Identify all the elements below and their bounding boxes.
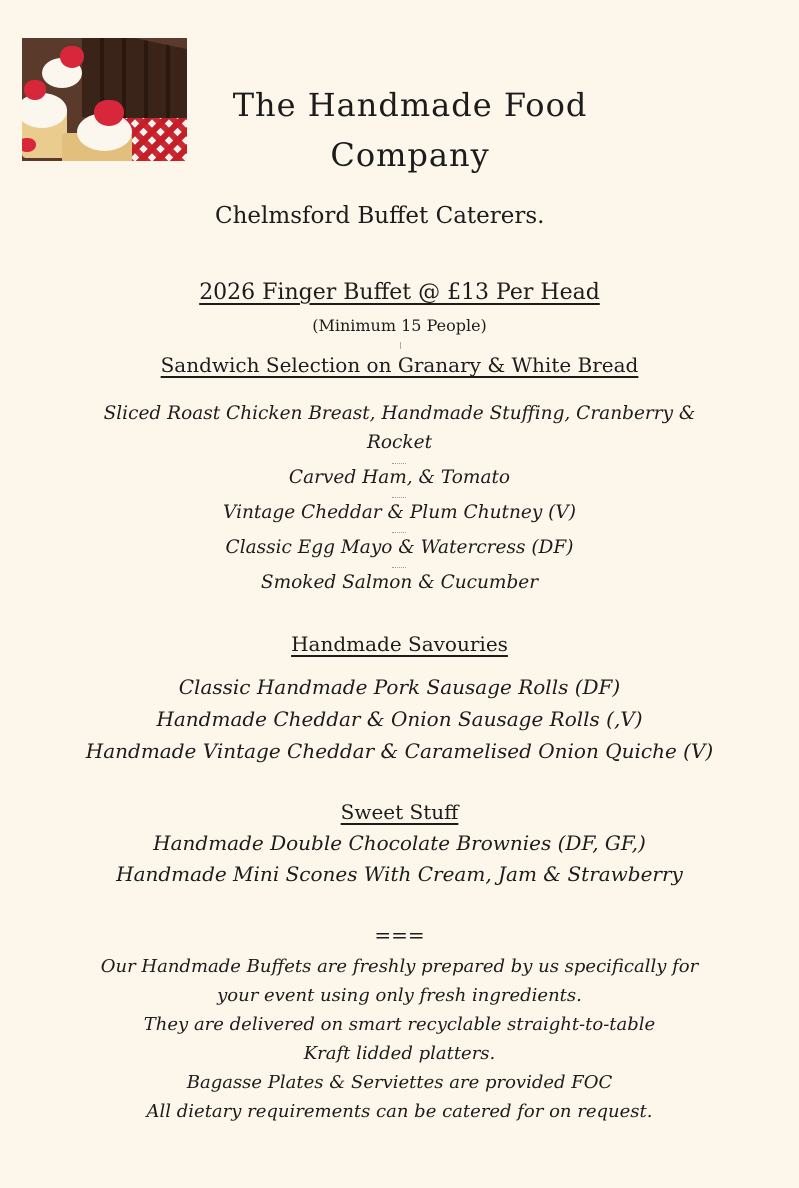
section-divider: === (374, 923, 425, 947)
sandwich-item: Sliced Roast Chicken Breast, Handmade Stuffing, Cranberry & (103, 403, 696, 424)
sandwich-item: Rocket (366, 432, 433, 453)
dotted-divider (392, 463, 406, 464)
sandwich-item: Smoked Salmon & Cucumber (260, 572, 539, 593)
company-name-line1: The Handmade Food (232, 86, 588, 124)
offer-minimum: (Minimum 15 People) (312, 316, 487, 335)
sweet-heading: Sweet Stuff (340, 800, 459, 824)
dotted-divider (392, 497, 406, 498)
company-name-line2: Company (330, 136, 490, 174)
savoury-item: Classic Handmade Pork Sausage Rolls (DF) (178, 675, 621, 699)
savoury-item: Handmade Vintage Cheddar & Caramelised Onion Quiche (V) (85, 739, 714, 763)
footer-line: Kraft lidded platters. (303, 1043, 496, 1064)
dotted-divider (392, 567, 406, 568)
sandwich-item: Classic Egg Mayo & Watercress (DF) (225, 537, 574, 558)
savoury-item: Handmade Cheddar & Onion Sausage Rolls (,V) (156, 707, 643, 731)
savouries-heading: Handmade Savouries (291, 632, 508, 656)
footer-line: Our Handmade Buffets are freshly prepared by us specifically for (100, 956, 699, 977)
footer-line: your event using only fresh ingredients. (217, 985, 582, 1006)
sandwich-heading: Sandwich Selection on Granary & White Bread (160, 353, 639, 377)
divider-tick (400, 342, 401, 349)
sweet-item: Handmade Mini Scones With Cream, Jam & Strawberry (116, 862, 683, 886)
offer-heading: 2026 Finger Buffet @ £13 Per Head (199, 280, 600, 305)
footer-line: Bagasse Plates & Serviettes are provided FOC (186, 1072, 613, 1093)
sandwich-item: Carved Ham, & Tomato (288, 467, 511, 488)
footer-line: All dietary requirements can be catered for on request. (146, 1101, 653, 1122)
dotted-divider (392, 532, 406, 533)
footer-line: They are delivered on smart recyclable straight-to-table (143, 1014, 656, 1035)
tagline: Chelmsford Buffet Caterers. (215, 203, 545, 229)
sweet-item: Handmade Double Chocolate Brownies (DF, GF,) (153, 831, 646, 855)
sandwich-item: Vintage Cheddar & Plum Chutney (V) (223, 502, 576, 523)
